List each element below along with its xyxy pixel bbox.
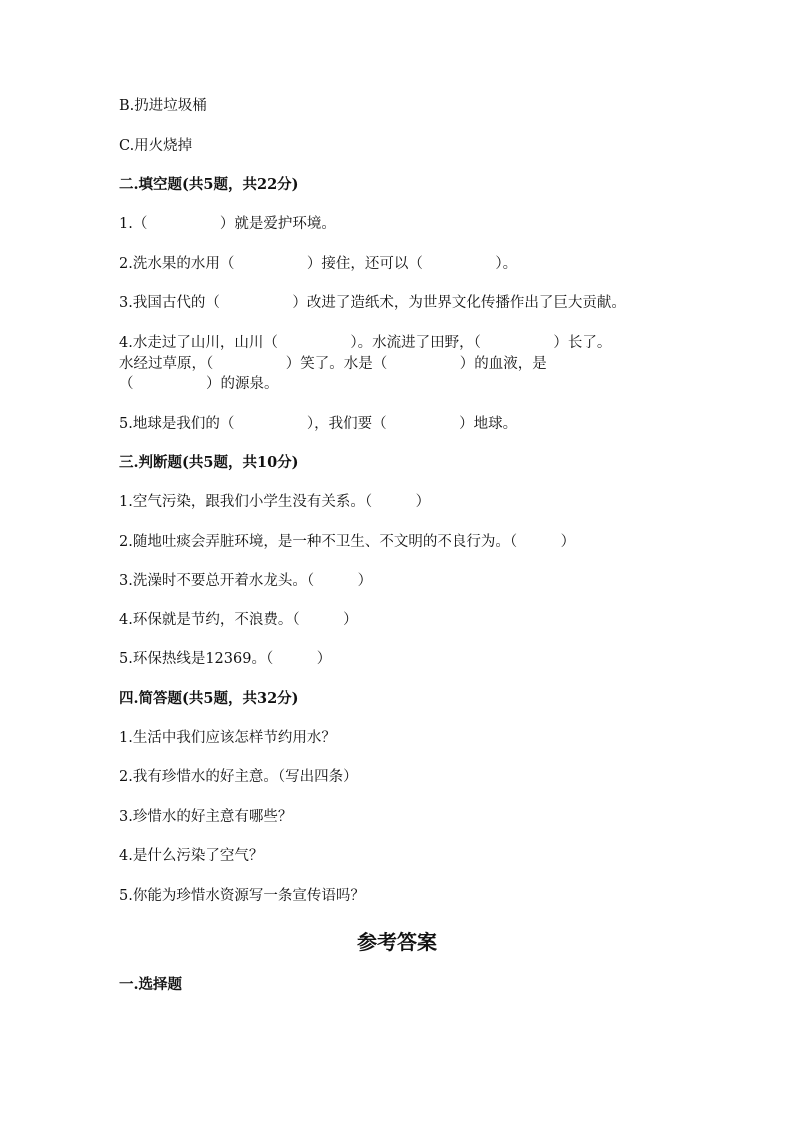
- fill-blank-question-4-line-3: （ ）的源泉。: [119, 376, 279, 392]
- section-heading-short-answer: 四.简答题(共5题，共32分): [119, 690, 299, 707]
- fill-blank-question-1: 1.（ ）就是爱护环境。: [119, 216, 336, 232]
- answer-key-title: 参考答案: [357, 930, 437, 954]
- fill-blank-question-3: 3.我国古代的（ ）改进了造纸术，为世界文化传播作出了巨大贡献。: [119, 295, 626, 311]
- true-false-question-3: 3.洗澡时不要总开着水龙头。（ ）: [119, 573, 373, 589]
- short-answer-question-3: 3.珍惜水的好主意有哪些？: [119, 809, 293, 825]
- fill-blank-question-4-line-1: 4.水走过了山川，山川（ ）。水流进了田野，（ ）长了。: [119, 335, 612, 351]
- section-heading-fill-blank: 二.填空题(共5题，共22分): [119, 176, 299, 193]
- short-answer-question-1: 1.生活中我们应该怎样节约用水？: [119, 730, 336, 746]
- short-answer-question-5: 5.你能为珍惜水资源写一条宣传语吗？: [119, 888, 365, 904]
- true-false-question-5: 5.环保热线是12369。（ ）: [119, 651, 332, 667]
- short-answer-question-2: 2.我有珍惜水的好主意。（写出四条）: [119, 769, 358, 785]
- option-b: B.扔进垃圾桶: [119, 98, 207, 114]
- true-false-question-2: 2.随地吐痰会弄脏环境，是一种不卫生、不文明的不良行为。（ ）: [119, 534, 576, 550]
- true-false-question-1: 1.空气污染，跟我们小学生没有关系。（ ）: [119, 494, 431, 510]
- true-false-question-4: 4.环保就是节约，不浪费。（ ）: [119, 612, 358, 628]
- section-heading-true-false: 三.判断题(共5题，共10分): [119, 454, 299, 471]
- fill-blank-question-5: 5.地球是我们的（ ），我们要（ ）地球。: [119, 416, 518, 432]
- fill-blank-question-2: 2.洗水果的水用（ ）接住，还可以（ ）。: [119, 256, 518, 272]
- fill-blank-question-4-line-2: 水经过草原，（ ）笑了。水是（ ）的血液，是: [119, 356, 547, 372]
- option-c: C.用火烧掉: [119, 138, 193, 154]
- short-answer-question-4: 4.是什么污染了空气？: [119, 848, 264, 864]
- answer-section-heading-choice: 一.选择题: [119, 976, 183, 993]
